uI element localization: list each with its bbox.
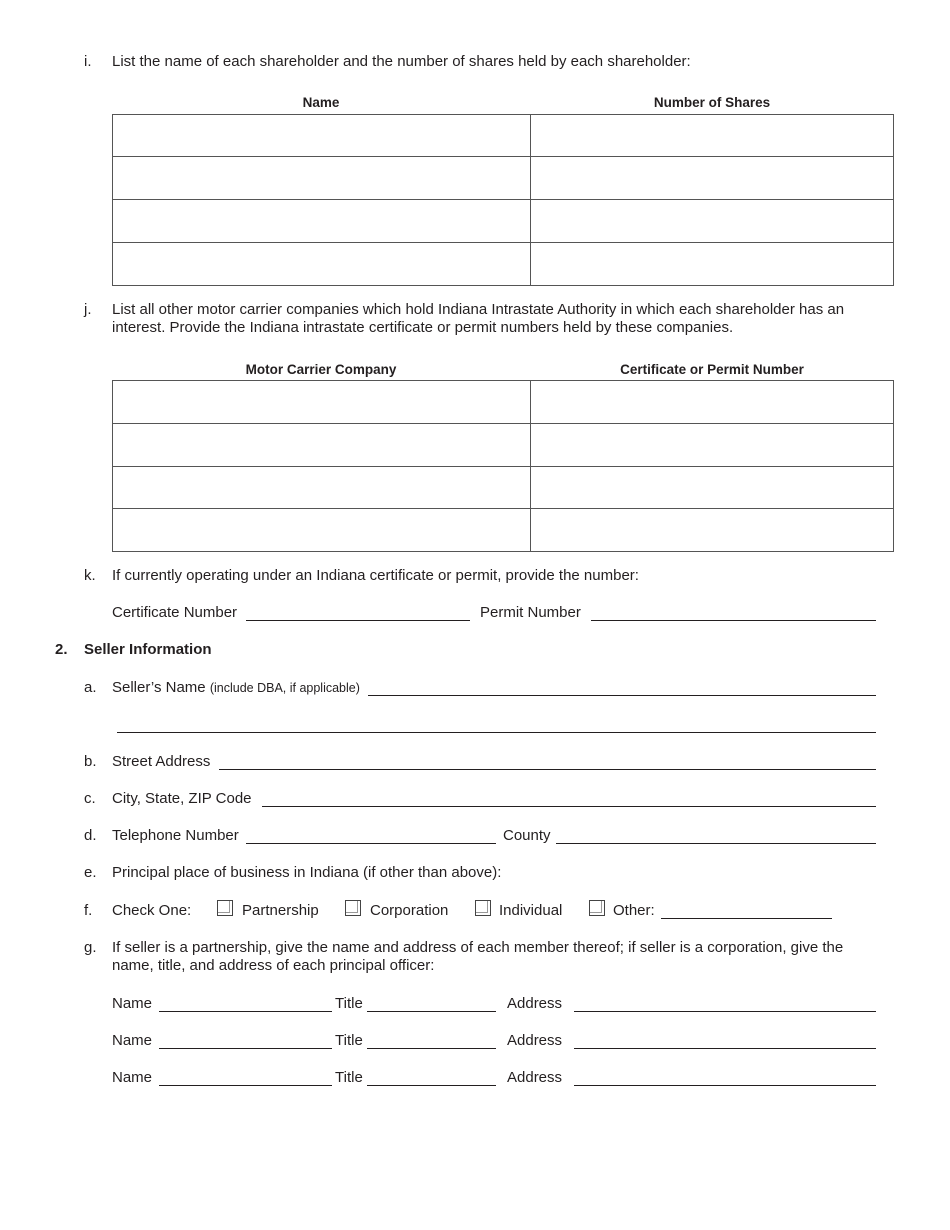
- officer-name-label: Name: [112, 1032, 153, 1049]
- permit-number-label: Permit Number: [480, 604, 581, 621]
- permit-number-field[interactable]: [591, 620, 876, 621]
- check-one-label: Check One:: [112, 902, 192, 919]
- corporation-checkbox[interactable]: [345, 900, 361, 916]
- shareholder-name-header: Name: [302, 95, 340, 110]
- officer-title-label: Title: [335, 995, 363, 1012]
- street-address-field[interactable]: [219, 769, 876, 770]
- officer-title-label: Title: [335, 1032, 363, 1049]
- carrier-number-cell[interactable]: [531, 509, 894, 552]
- shareholder-name-cell[interactable]: [113, 200, 531, 243]
- item-e-marker: e.: [84, 864, 97, 881]
- individual-label: Individual: [499, 902, 563, 919]
- city-state-zip-label: City, State, ZIP Code: [112, 790, 252, 807]
- officer-title-field[interactable]: [367, 1085, 496, 1086]
- shareholder-shares-cell[interactable]: [531, 157, 894, 200]
- carrier-number-cell[interactable]: [531, 381, 894, 424]
- officer-name-label: Name: [112, 995, 153, 1012]
- individual-checkbox[interactable]: [475, 900, 491, 916]
- table-row: [113, 157, 894, 200]
- table-row: [113, 424, 894, 467]
- shareholder-name-cell[interactable]: [113, 115, 531, 157]
- carrier-number-cell[interactable]: [531, 467, 894, 509]
- other-label: Other:: [613, 902, 655, 919]
- officer-address-label: Address: [507, 995, 563, 1012]
- officer-title-field[interactable]: [367, 1048, 496, 1049]
- officer-title-label: Title: [335, 1069, 363, 1086]
- carrier-company-header: Motor Carrier Company: [245, 362, 397, 377]
- carrier-number-header: Certificate or Permit Number: [620, 362, 804, 377]
- officer-address-label: Address: [507, 1069, 563, 1086]
- seller-name-field-line-2[interactable]: [117, 732, 876, 733]
- item-g-marker: g.: [84, 939, 97, 956]
- officers-prompt: If seller is a partnership, give the name and address of each member thereof; if seller is a corporation, give the name, title, and address of each principal officer:: [112, 939, 844, 974]
- shareholder-name-cell[interactable]: [113, 243, 531, 286]
- table-row: [113, 381, 894, 424]
- carrier-company-cell[interactable]: [113, 467, 531, 509]
- shareholder-shares-header: Number of Shares: [653, 95, 771, 110]
- shareholder-shares-cell[interactable]: [531, 200, 894, 243]
- officer-name-field[interactable]: [159, 1085, 332, 1086]
- item-i-marker: i.: [84, 53, 92, 70]
- principal-place-label: Principal place of business in Indiana (if other than above):: [112, 864, 502, 881]
- item-c-marker: c.: [84, 790, 96, 807]
- officer-title-field[interactable]: [367, 1011, 496, 1012]
- officer-address-field[interactable]: [574, 1048, 876, 1049]
- item-f-marker: f.: [84, 902, 93, 919]
- certificate-number-field[interactable]: [246, 620, 470, 621]
- item-d-marker: d.: [84, 827, 97, 844]
- carrier-number-cell[interactable]: [531, 424, 894, 467]
- shareholder-shares-cell[interactable]: [531, 243, 894, 286]
- county-label: County: [503, 827, 551, 844]
- carrier-company-cell[interactable]: [113, 381, 531, 424]
- officer-name-label: Name: [112, 1069, 153, 1086]
- other-field[interactable]: [661, 918, 832, 919]
- officer-address-field[interactable]: [574, 1085, 876, 1086]
- county-field[interactable]: [556, 843, 876, 844]
- officer-address-field[interactable]: [574, 1011, 876, 1012]
- shareholders-prompt: List the name of each shareholder and the number of shares held by each shareholder:: [112, 53, 691, 70]
- other-checkbox[interactable]: [589, 900, 605, 916]
- item-k-marker: k.: [84, 567, 96, 584]
- seller-name-label: Seller’s Name: [112, 679, 206, 696]
- table-row: [113, 467, 894, 509]
- other-carriers-prompt: List all other motor carrier companies which hold Indiana Intrastate Authority in which each shareholder has an interest. Provide the Indiana intrastate certificate or permit numbers held by these companies.: [112, 301, 845, 336]
- table-row: [113, 509, 894, 552]
- item-j-marker: j.: [84, 301, 92, 318]
- table-row: [113, 243, 894, 286]
- partnership-checkbox[interactable]: [217, 900, 233, 916]
- item-b-marker: b.: [84, 753, 97, 770]
- city-state-zip-field[interactable]: [262, 806, 876, 807]
- carrier-company-cell[interactable]: [113, 509, 531, 552]
- telephone-field[interactable]: [246, 843, 496, 844]
- corporation-label: Corporation: [370, 902, 449, 919]
- item-a-marker: a.: [84, 679, 97, 696]
- table-row: [113, 200, 894, 243]
- shareholder-name-cell[interactable]: [113, 157, 531, 200]
- telephone-label: Telephone Number: [112, 827, 239, 844]
- seller-name-note: (include DBA, if applicable): [209, 681, 360, 695]
- seller-info-heading: Seller Information: [84, 641, 212, 658]
- officer-name-field[interactable]: [159, 1011, 332, 1012]
- seller-name-field[interactable]: [368, 695, 876, 696]
- shareholders-table: [112, 114, 894, 286]
- table-row: [113, 115, 894, 157]
- officer-name-field[interactable]: [159, 1048, 332, 1049]
- officer-address-label: Address: [507, 1032, 563, 1049]
- current-authority-prompt: If currently operating under an Indiana certificate or permit, provide the number:: [112, 567, 639, 584]
- shareholder-shares-cell[interactable]: [531, 115, 894, 157]
- certificate-number-label: Certificate Number: [112, 604, 238, 621]
- section-2-number: 2.: [55, 641, 68, 658]
- other-carriers-table: [112, 380, 894, 552]
- street-address-label: Street Address: [112, 753, 211, 770]
- carrier-company-cell[interactable]: [113, 424, 531, 467]
- partnership-label: Partnership: [242, 902, 319, 919]
